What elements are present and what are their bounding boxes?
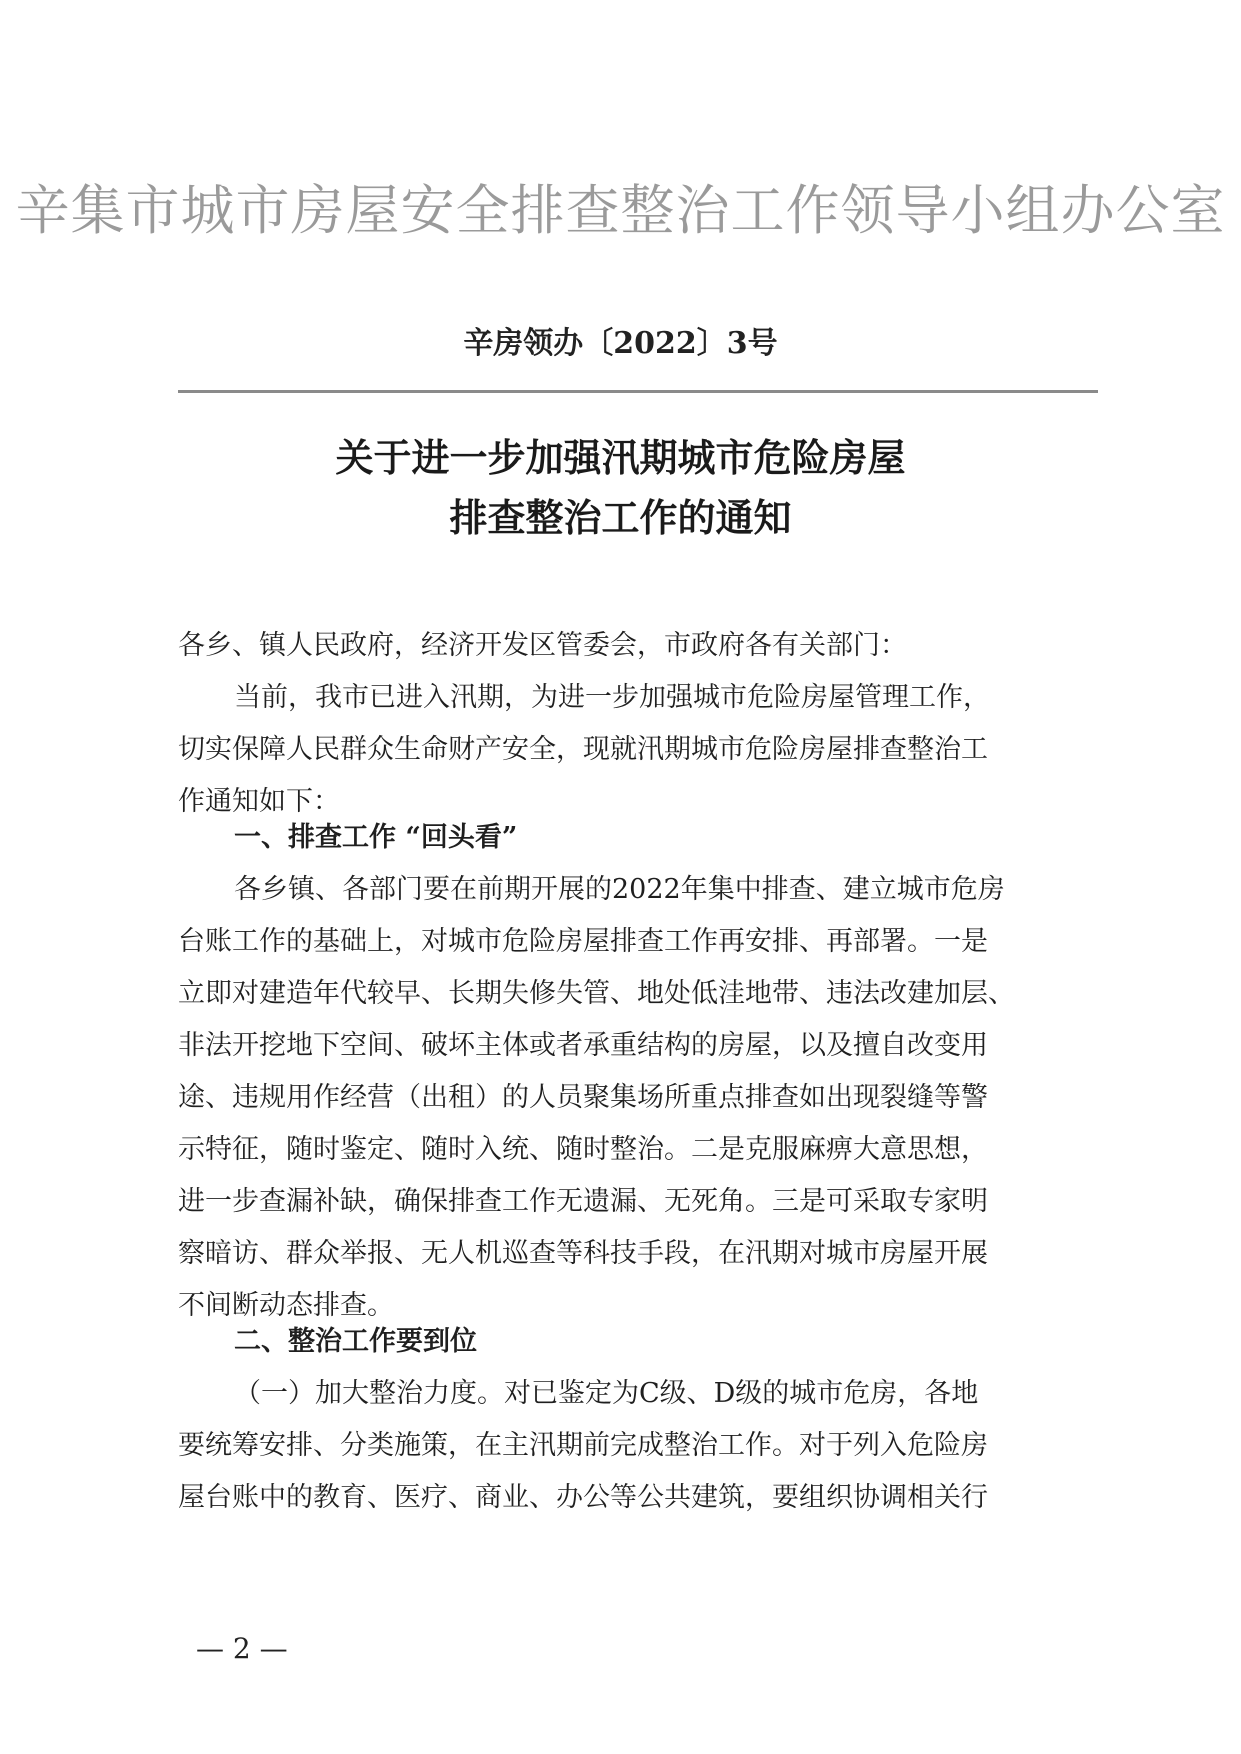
header-divider [178, 390, 1098, 393]
section-2-heading: 二、整治工作要到位 [234, 1326, 477, 1357]
title-line-2: 排查整治工作的通知 [449, 495, 792, 540]
section-2-paragraph [178, 1368, 1074, 1524]
paragraph-line: 察暗访、群众举报、无人机巡查等科技手段，在汛期对城市房屋开展 [178, 1238, 988, 1269]
issuing-organization-header: 辛集市城市房屋安全排查整治工作领导小组办公室 [15, 179, 1226, 242]
paragraph-line: 切实保障人民群众生命财产安全，现就汛期城市危险房屋排查整治工 [178, 734, 988, 765]
paragraph-line: 台账工作的基础上，对城市危险房屋排查工作再安排、再部署。一是 [178, 926, 988, 957]
salutation: 各乡、镇人民政府，经济开发区管委会，市政府各有关部门： [178, 630, 907, 661]
paragraph-line: 途、违规用作经营（出租）的人员聚集场所重点排查如出现裂缝等警 [178, 1082, 988, 1113]
paragraph-line: 进一步查漏补缺，确保排查工作无遗漏、无死角。三是可采取专家明 [178, 1186, 988, 1217]
paragraph-line: 屋台账中的教育、医疗、商业、办公等公共建筑，要组织协调相关行 [178, 1482, 988, 1513]
page-number: — 2 — [196, 1632, 288, 1665]
paragraph-line: 不间断动态排查。 [178, 1290, 394, 1321]
section-1-heading: 一、排查工作 “回头看” [234, 822, 518, 853]
paragraph-line: 要统筹安排、分类施策，在主汛期前完成整治工作。对于列入危险房 [178, 1430, 988, 1461]
document-number: 辛房领办〔2022〕3号 [463, 326, 778, 361]
title-line-1: 关于进一步加强汛期城市危险房屋 [335, 435, 906, 480]
paragraph-line: 各乡镇、各部门要在前期开展的2022年集中排查、建立城市危房 [234, 874, 1005, 905]
paragraph-line: （一）加大整治力度。对已鉴定为C级、D级的城市危房，各地 [234, 1378, 979, 1409]
paragraph-line: 示特征，随时鉴定、随时入统、随时整治。二是克服麻痹大意思想， [178, 1134, 988, 1165]
section-1-paragraph [178, 864, 1074, 1332]
paragraph-line: 当前，我市已进入汛期，为进一步加强城市危险房屋管理工作， [234, 682, 990, 713]
paragraph-line: 非法开挖地下空间、破坏主体或者承重结构的房屋，以及擅自改变用 [178, 1030, 988, 1061]
paragraph-line: 作通知如下： [178, 786, 340, 817]
intro-paragraph [178, 672, 1074, 828]
document-title [0, 428, 1241, 548]
paragraph-line: 立即对建造年代较早、长期失修失管、地处低洼地带、违法改建加层、 [178, 978, 1015, 1009]
